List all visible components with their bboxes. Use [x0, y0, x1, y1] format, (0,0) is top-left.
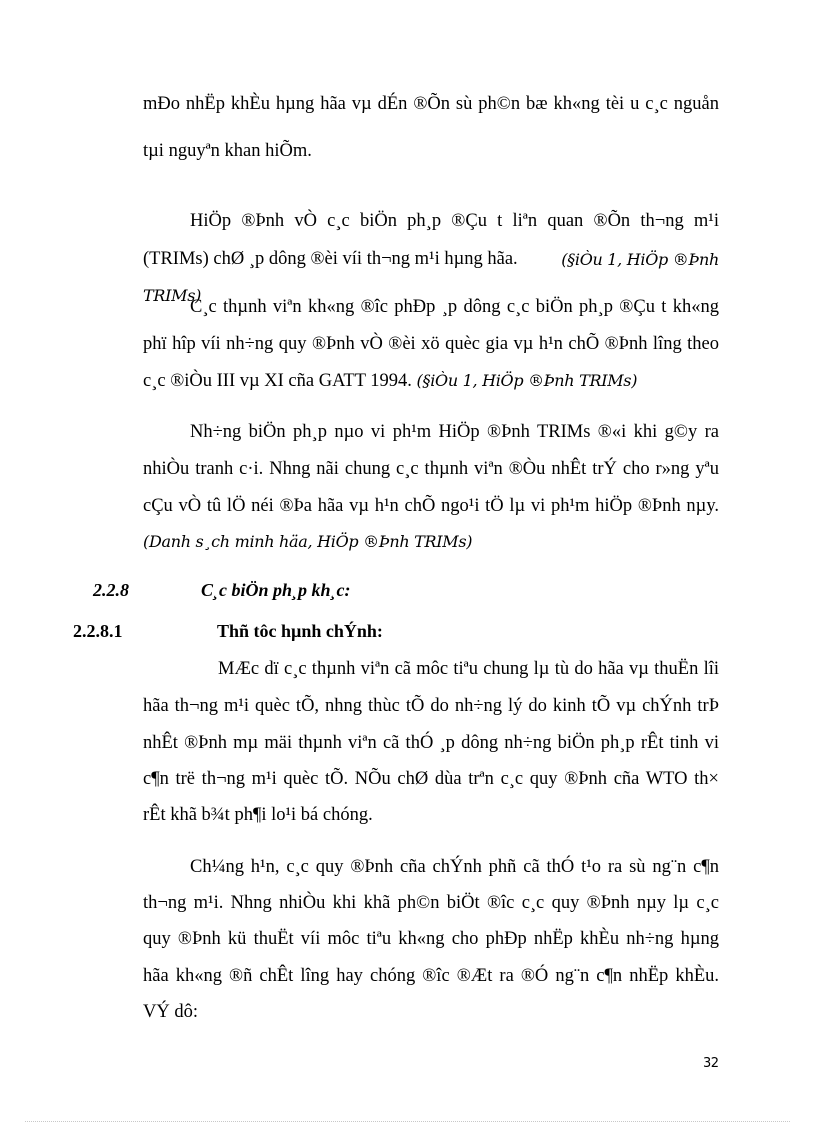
paragraph-line: th¬ng m¹i. Nhng nhiÒu khi khã ph©n biÖt ®îc c¸c quy ®Þnh nµy lµ c¸c [143, 893, 719, 913]
paragraph-line: nhÊt ®Þnh mµ mäi thµnh viªn cã thÓ ¸p dông nh÷ng biÖn ph¸p rÊt tinh vi [143, 733, 719, 753]
heading-number: 2.2.8 [93, 580, 129, 600]
paragraph-line: hãa kh«ng ®ñ chÊt lîng hay chóng ®îc ®Æt ra ®Ó ng¨n c¶n nhËp khÈu. [143, 966, 719, 986]
citation: (§iÒu 1, HiÖp ®Þnh TRIMs) [416, 371, 638, 390]
paragraph-line: Nh÷ng biÖn ph¸p nµo vi ph¹m HiÖp ®Þnh TRIMs ®«i khi g©y ra [190, 422, 719, 442]
paragraph-text: c¸c ®iÒu III vµ XI cña GATT 1994. [143, 371, 412, 391]
paragraph-line: cÇu vÒ tû lÖ néi ®Þa hãa vµ h¹n chÕ ngo¹i tÖ lµ vi ph¹m hiÖp ®Þnh nµy. [143, 496, 719, 516]
citation: (§iÒu 1, HiÖp ®Þnh [561, 250, 719, 269]
citation: (Danh s¸ch minh häa, HiÖp ®Þnh TRIMs) [143, 532, 473, 551]
paragraph-line: phï hîp víi nh÷ng quy ®Þnh vÒ ®èi xö quèc gia vµ h¹n chÕ ®Þnh lîng theo [143, 334, 719, 354]
paragraph-line: c¶n trë th¬ng m¹i quèc tÕ. NÕu chØ dùa trªn c¸c quy ®Þnh cña WTO th× [143, 769, 719, 789]
paragraph-line: hãa th¬ng m¹i quèc tÕ, nhng thùc tÕ do nh÷ng lý do kinh tÕ vµ chÝnh trÞ [143, 696, 719, 716]
paragraph-line: tµi nguyªn khan hiÕm. [143, 141, 312, 161]
paragraph-line: quy ®Þnh kü thuËt víi môc tiªu kh«ng cho phÐp nhËp khÈu nh÷ng hµng [143, 929, 719, 949]
paragraph-line [143, 372, 637, 391]
paragraph-line: Ch¼ng h¹n, c¸c quy ®Þnh cña chÝnh phñ cã thÓ t¹o ra sù ng¨n c¶n [190, 857, 719, 877]
citation: TRIMs) [143, 286, 202, 305]
heading-number: 2.2.8.1 [73, 621, 123, 641]
heading-title: Thñ tôc hµnh chÝnh: [217, 621, 383, 641]
paragraph-line: C¸c thµnh viªn kh«ng ®îc phÐp ¸p dông c¸c biÖn ph¸p ®Çu t kh«ng [190, 297, 719, 317]
paragraph-line: nhiÒu tranh c·i. Nhng nãi chung c¸c thµnh viªn ®Òu nhÊt trÝ cho r»ng yªu [143, 459, 719, 479]
paragraph-line: mÐo nhËp khÈu hµng hãa vµ dÉn ®Õn sù ph©n bæ kh«ng tèi u c¸c nguån [143, 94, 719, 114]
paragraph-line: VÝ dô: [143, 1002, 198, 1022]
page-number: 32 [703, 1056, 719, 1071]
paragraph-line: MÆc dï c¸c thµnh viªn cã môc tiªu chung lµ tù do hãa vµ thuËn lîi [218, 659, 719, 679]
paragraph-line [143, 250, 719, 269]
paragraph-line: HiÖp ®Þnh vÒ c¸c biÖn ph¸p ®Çu t liªn quan ®Õn th¬ng m¹i [190, 211, 719, 231]
page-boundary-divider [25, 1121, 790, 1122]
paragraph-line: rÊt khã b¾t ph¶i lo¹i bá chóng. [143, 805, 373, 825]
heading-title: C¸c biÖn ph¸p kh¸c: [201, 580, 351, 600]
paragraph-text: (TRIMs) chØ ¸p dông ®èi víi th¬ng m¹i hµng hãa. [143, 249, 518, 269]
